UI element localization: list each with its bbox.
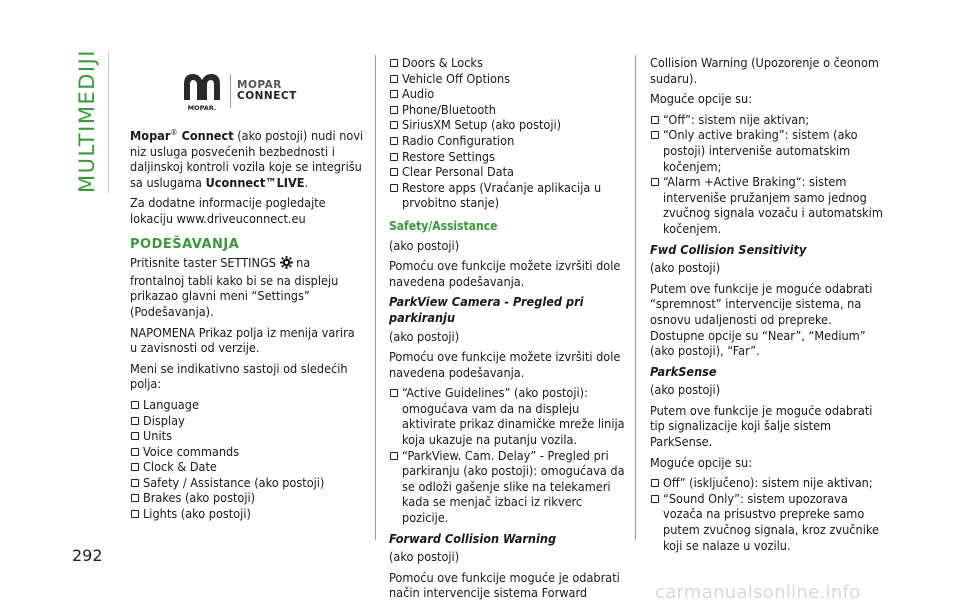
column-divider-2 <box>635 55 636 540</box>
list-item: Radio Configuration <box>389 133 625 149</box>
parkview-text: Pomoću ove funkcije možete izvršiti dole navedena podešavanja. <box>389 349 621 380</box>
menu-list-2 <box>389 55 625 211</box>
section-tab-divider <box>108 53 109 193</box>
list-item: Safety / Assistance (ako postoji) <box>130 475 364 491</box>
list-item: Brakes (ako postoji) <box>130 490 364 506</box>
list-item: “Only active braking”: sistem (ako postoji) interveniše automatskim kočenjem; <box>650 127 886 174</box>
gear-icon <box>280 256 293 273</box>
parksense-optional: (ako postoji) <box>650 382 721 398</box>
list-item: Lights (ako postoji) <box>130 506 364 522</box>
list-item: Units <box>130 428 364 444</box>
list-item: Vehicle Off Options <box>389 71 625 87</box>
logo-separator <box>230 74 231 108</box>
menu-list-1 <box>130 397 364 522</box>
parkview-list <box>389 385 625 525</box>
fcw-options-list <box>650 112 886 237</box>
column-3 <box>650 55 886 558</box>
settings-heading: PODEŠAVANJA <box>130 236 240 252</box>
menu-intro: Meni se indikativno sastoji od sledećih polja: <box>130 360 348 392</box>
parksense-options-list <box>650 475 886 553</box>
intro-uconnect: Uconnect™LIVE <box>205 174 305 190</box>
intro-connect: Connect <box>177 128 234 143</box>
settings-text-a: Pritisnite taster SETTINGS <box>130 255 276 271</box>
list-item: Voice commands <box>130 444 364 460</box>
mopar-m-logo-icon <box>180 70 224 112</box>
list-item: “Off”: sistem nije aktivan; <box>650 112 886 128</box>
list-item: Restore apps (Vraćanje aplikacija u prvobitno stanje) <box>389 180 625 211</box>
parksense-text: Putem ove funkcije je moguće odabrati tip signalizacije koji šalje sistem ParkSense. <box>650 402 873 450</box>
safety-optional: (ako postoji) <box>389 237 460 253</box>
note-paragraph: NAPOMENA Prikaz polja iz menija varira u zavisnosti od verzije. <box>130 324 355 356</box>
fcw-text: Pomoću ove funkcije moguće je odabrati način intervencije sistema Forward <box>389 569 620 601</box>
list-item: Clock & Date <box>130 459 364 475</box>
settings-paragraph <box>130 255 364 319</box>
intro-text: (ako postoji) nudi novi niz usluga posvećenih bezbednosti i daljinskoj kontroli vozila koje se integrišu sa uslugama <box>130 128 364 190</box>
list-item: “Active Guidelines” (ako postoji): omogućava vam da na displeju aktivirate prikaz dinamičke mreže linija koja ukazuje na putanju vozila. <box>389 385 625 447</box>
intro-brand: Mopar <box>130 128 171 143</box>
watermark: carmanualsonline.info <box>655 582 861 603</box>
fcw-heading: Forward Collision Warning <box>389 530 557 546</box>
list-item: Audio <box>389 86 625 102</box>
list-item: Doors & Locks <box>389 55 625 71</box>
list-item: Off” (isključeno): sistem nije aktivan; <box>650 475 886 491</box>
safety-heading: Safety/Assistance <box>389 218 498 233</box>
logo-wordmark <box>237 80 297 102</box>
section-tab <box>72 48 102 193</box>
list-item: Clear Personal Data <box>389 164 625 180</box>
safety-text: Pomoću ove funkcije možete izvršiti dole navedena podešavanja. <box>389 258 621 289</box>
section-tab-label: MULTIMEDIJI <box>75 48 99 193</box>
settings-text-b: na frontalnoj tabli kako bi se na displeju prikazao glavni meni “Settings” (Podešavanja). <box>130 255 339 319</box>
fcw-continued: Collision Warning (Upozorenje o čeonom sudaru). <box>650 55 879 86</box>
list-item: “ParkView. Cam. Delay” - Pregled pri parkiranju (ako postoji): omogućava da se odloži gašenje slike na telekameri kada se menjač izbaci iz rikverc pozicije. <box>389 448 625 526</box>
sensitivity-heading: Fwd Collision Sensitivity <box>650 241 807 257</box>
sensitivity-optional: (ako postoji) <box>650 260 721 276</box>
parksense-heading: ParkSense <box>650 363 717 379</box>
list-item: “Alarm +Active Braking“: sistem interveniše pružanjem samo jednog zvučnog signala vozaču i automatskim kočenjem. <box>650 174 886 236</box>
logo-word-mopar: MOPAR <box>237 79 282 91</box>
mopar-connect-logo <box>180 70 310 112</box>
fcw-optional: (ako postoji) <box>389 549 460 565</box>
column-1 <box>130 128 364 527</box>
parkview-optional: (ako postoji) <box>389 328 460 344</box>
registered-mark: ® <box>170 127 178 137</box>
list-item: Language <box>130 397 364 413</box>
list-item: Restore Settings <box>389 149 625 165</box>
list-item: SiriusXM Setup (ako postoji) <box>389 117 625 133</box>
intro-paragraph <box>130 128 364 190</box>
options-label: Moguće opcije su: <box>650 454 753 470</box>
column-divider-1 <box>375 55 376 540</box>
info-paragraph: Za dodatne informacije pogledajte lokaciju www.driveuconnect.eu <box>130 195 326 226</box>
list-item: Display <box>130 413 364 429</box>
sensitivity-text: Putem ove funkcije je moguće odabrati “spremnost” intervencije sistema, na osnovu udaljenosti od prepreke. Dostupne opcije su “Near”, “Medium” (ako postoji), “Far”. <box>650 280 873 359</box>
page-number: 292 <box>72 546 103 565</box>
intro-end: . <box>304 174 309 190</box>
options-label: Moguće opcije su: <box>650 91 753 107</box>
parkview-heading: ParkView Camera - Pregled pri parkiranju <box>389 294 584 325</box>
list-item: Phone/Bluetooth <box>389 102 625 118</box>
list-item: “Sound Only”: sistem upozorava vozača na prisustvo prepreke samo putem zvučnog signala, kroz zvučnike koji se nalaze u vozilu. <box>650 491 886 553</box>
logo-word-connect: CONNECT <box>237 90 297 102</box>
column-2 <box>389 55 625 606</box>
logo-mark-text: MOPAR. <box>187 104 217 112</box>
